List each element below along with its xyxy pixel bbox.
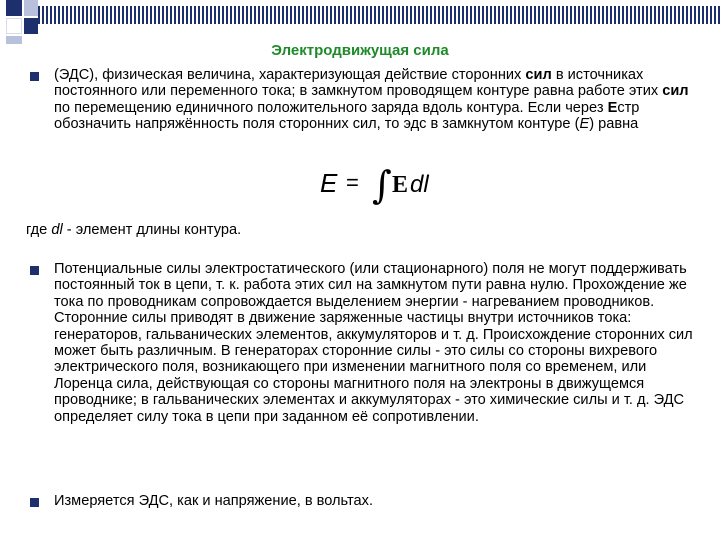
formula-dl: dl [410,171,429,198]
slide-title: Электродвижущая сила [271,42,449,59]
text-run: в источниках постоянного или переменного тока; в замкнутом проводящем контуре равна работе этих [54,67,663,100]
bullet-marker [30,498,39,507]
text-run: по перемещению единичного положительного заряда вдоль контура. Если через [54,99,608,116]
header-square [24,18,38,34]
header-square [6,0,22,16]
italic-run: E [579,116,590,133]
bullet-1-text [54,67,694,133]
bullet-marker [30,266,39,275]
emf-formula [316,160,456,210]
formula-integral: ∫ [372,163,392,207]
text-run: ) равна [589,116,639,133]
bullet-2-text: Потенциальные силы электростатического (или стационарного) поля не могут поддерживать постоянный ток в цепи, т. к. работа этих сил на замкнутом пути равна нулю. Прохождение же тока по проводникам сопровождается выделением энергии - нагреванием проводников. Сторонние силы приводят в движение заряженные частицы внутри источников тока: генераторов, гальванических элементов, аккумуляторов и т. д. Происхождение сторонних сил может быть различным. В генераторах сторонние силы - это силы со стороны вихревого электрического поля, возникающего при изменении магнитного поля со временем, или Лоренца сила, действующая со стороны магнитного поля на электроны в движущемся проводнике; в гальванических элементах и аккумуляторах - это химические силы и т. д. ЭДС определяет силу тока в цепи при заданном её сопротивлении. [54,261,693,425]
bold-run: Е [607,99,618,116]
text-run: (ЭДС), физическая величина, характеризующая действие сторонних [54,67,526,83]
text-run: где [26,222,52,238]
where-line [26,222,686,238]
bullet-marker [30,72,39,81]
text-run: стр обозначить напряжённость поля сторонних сил, то эдс в замкнутом контуре ( [54,99,640,133]
header-square [6,18,22,34]
text-run: - элемент длины контура. [62,222,242,238]
bold-run: сил [525,67,552,83]
formula-vector: E [392,172,409,198]
formula-lhs: E [320,168,338,198]
italic-run: dl [51,222,63,238]
header-square [24,0,38,16]
header-stripe [38,6,720,24]
formula-equals: = [346,170,359,195]
bullet-3-text: Измеряется ЭДС, как и напряжение, в вольтах. [54,493,374,509]
bold-run: сил [662,83,689,100]
